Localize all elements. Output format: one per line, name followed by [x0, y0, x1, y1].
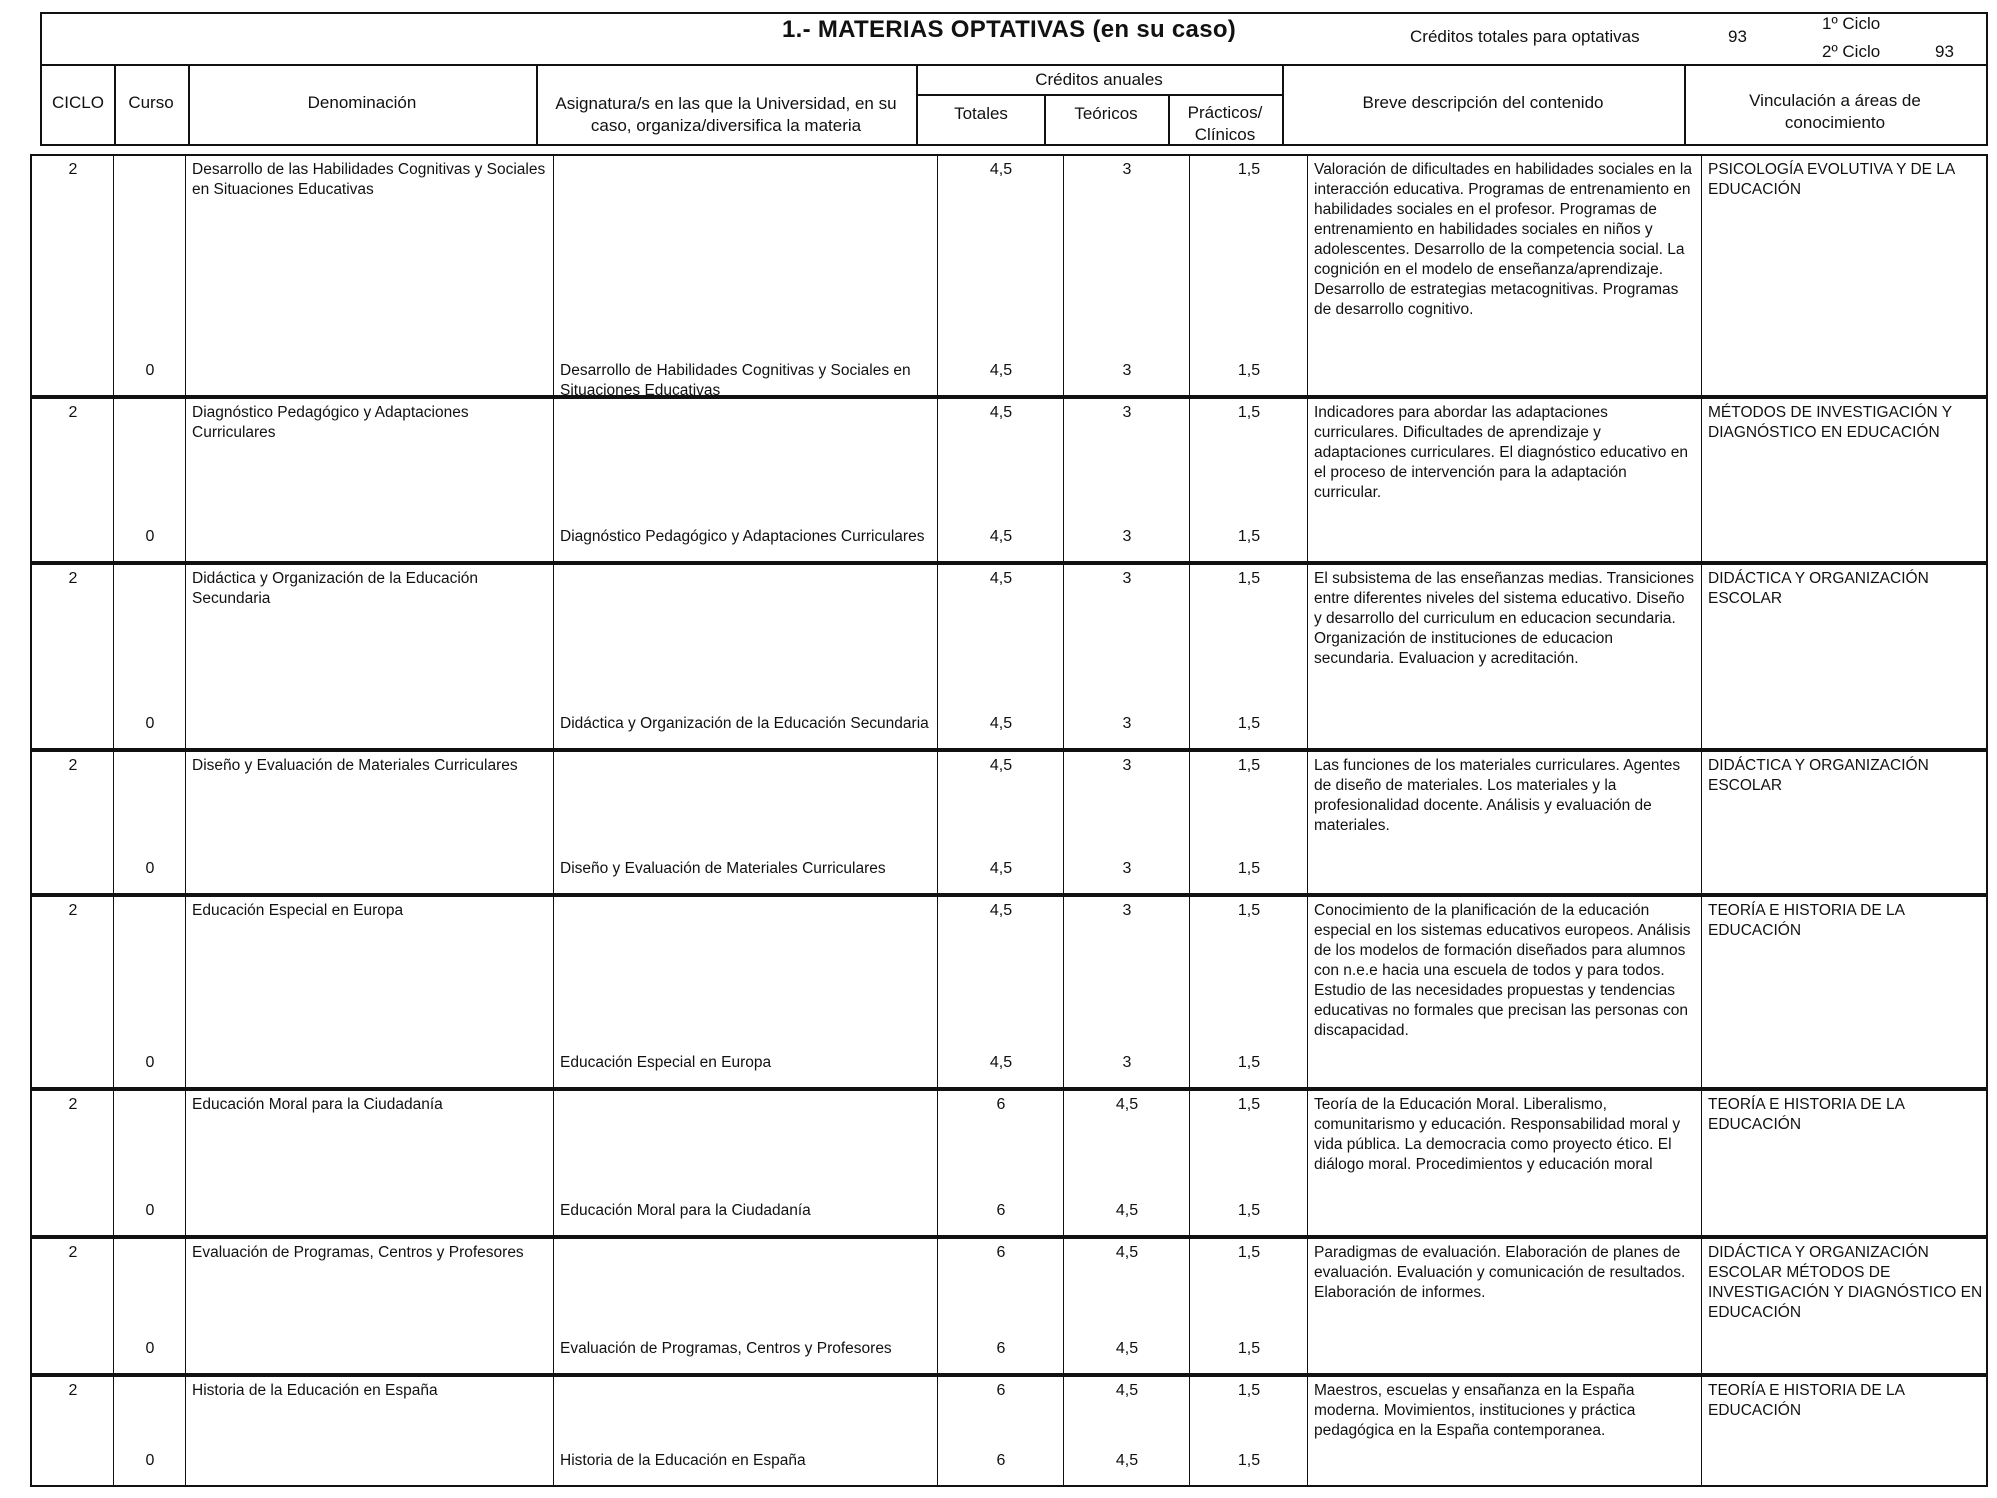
header-vinculacion-label: Vinculación a áreas de conocimiento — [1749, 91, 1921, 132]
column-divider — [938, 156, 1064, 395]
table-row — [30, 895, 1988, 1089]
ciclo-value: 2 — [68, 1382, 78, 1399]
descripcion-text: Teoría de la Educación Moral. Liberalismo, comunitarismo y educación. Responsabilidad moral y vida pública. La democracia como proyecto ético. El diálogo moral. Procedimientos y educación moral — [1314, 1096, 1681, 1173]
ciclo-value: 2 — [68, 902, 78, 919]
teoricos-value: 3 — [1122, 570, 1132, 587]
header-curso — [114, 66, 190, 146]
header-asignatura — [536, 66, 918, 146]
curso-value: 0 — [145, 715, 155, 732]
teoricos-sub-value: 3 — [1122, 1054, 1132, 1071]
practicos-sub-value: 1,5 — [1237, 362, 1261, 379]
asignatura-text: Educación Moral para la Ciudadanía — [560, 1202, 811, 1219]
totales-value: 4,5 — [989, 404, 1013, 421]
teoricos-sub-value: 4,5 — [1115, 1452, 1139, 1469]
teoricos-value: 3 — [1122, 404, 1132, 421]
column-divider — [1064, 156, 1190, 395]
header-descripcion-label: Breve descripción del contenido — [1362, 93, 1604, 112]
totales-sub-value: 4,5 — [989, 528, 1013, 545]
page-title: 1.- MATERIAS OPTATIVAS (en su caso) — [782, 16, 1237, 43]
denominacion-text: Desarrollo de las Habilidades Cognitivas y Sociales en Situaciones Educativas — [192, 161, 546, 198]
column-divider — [32, 565, 114, 748]
practicos-sub-value: 1,5 — [1237, 1340, 1261, 1357]
creditos-totales-value: 93 — [1728, 27, 1747, 46]
curso-value: 0 — [145, 1452, 155, 1469]
practicos-value: 1,5 — [1237, 570, 1261, 587]
ciclo2-value: 93 — [1935, 42, 1954, 61]
totales-value: 4,5 — [989, 570, 1013, 587]
descripcion-text: Indicadores para abordar las adaptaciones curriculares. Dificultades de aprendizaje y adaptaciones curriculares. El diagnóstico educativo en el proceso de intervención para la adaptación curricular. — [1314, 404, 1688, 501]
teoricos-value: 3 — [1122, 161, 1132, 178]
curso-value: 0 — [145, 362, 155, 379]
header-creditos-anuales-label: Créditos anuales — [1035, 70, 1163, 89]
asignatura-text: Educación Especial en Europa — [560, 1054, 772, 1071]
teoricos-value: 4,5 — [1115, 1244, 1139, 1261]
vinculacion-text: TEORÍA E HISTORIA DE LA EDUCACIÓN — [1708, 1096, 1905, 1133]
ciclo-value: 2 — [68, 1096, 78, 1113]
ciclo-value: 2 — [68, 161, 78, 178]
table-row — [30, 397, 1988, 563]
header-ciclo-label: CICLO — [52, 93, 104, 112]
vinculacion-text: TEORÍA E HISTORIA DE LA EDUCACIÓN — [1708, 902, 1905, 939]
teoricos-sub-value: 3 — [1122, 528, 1132, 545]
column-divider — [32, 399, 114, 561]
vinculacion-text: DIDÁCTICA Y ORGANIZACIÓN ESCOLAR — [1708, 570, 1929, 607]
header-teoricos-label: Teóricos — [1074, 104, 1138, 123]
denominacion-text: Educación Especial en Europa — [192, 902, 404, 919]
curso-value: 0 — [145, 1340, 155, 1357]
totales-value: 6 — [996, 1244, 1006, 1261]
header-vinculacion — [1684, 66, 1988, 146]
table-row — [30, 563, 1988, 750]
ciclo-value: 2 — [68, 757, 78, 774]
practicos-value: 1,5 — [1237, 161, 1261, 178]
header-asignatura-label: Asignatura/s en las que la Universidad, en su caso, organiza/diversifica la materia — [555, 94, 897, 135]
header-practicos-label: Prácticos/ Clínicos — [1187, 103, 1263, 144]
header-teoricos — [1044, 94, 1170, 146]
denominacion-text: Didáctica y Organización de la Educación Secundaria — [192, 570, 479, 607]
header-practicos — [1168, 94, 1284, 146]
creditos-totales-label: Créditos totales para optativas — [1410, 27, 1640, 46]
ciclo-value: 2 — [68, 1244, 78, 1261]
asignatura-text: Evaluación de Programas, Centros y Profesores — [560, 1340, 892, 1357]
vinculacion-text: DIDÁCTICA Y ORGANIZACIÓN ESCOLAR MÉTODOS DE INVESTIGACIÓN Y DIAGNÓSTICO EN EDUCACIÓN — [1708, 1244, 1983, 1321]
teoricos-value: 4,5 — [1115, 1096, 1139, 1113]
asignatura-text: Diagnóstico Pedagógico y Adaptaciones Curriculares — [560, 528, 925, 545]
practicos-sub-value: 1,5 — [1237, 528, 1261, 545]
descripcion-text: Maestros, escuelas y ensañanza en la España moderna. Movimientos, instituciones y práctica pedagógica en la España contemporanea. — [1314, 1382, 1636, 1439]
header-totales — [916, 94, 1046, 146]
practicos-value: 1,5 — [1237, 404, 1261, 421]
totales-value: 4,5 — [989, 902, 1013, 919]
vinculacion-text: MÉTODOS DE INVESTIGACIÓN Y DIAGNÓSTICO EN EDUCACIÓN — [1708, 404, 1952, 441]
teoricos-sub-value: 4,5 — [1115, 1340, 1139, 1357]
descripcion-text: El subsistema de las enseñanzas medias. Transiciones entre diferentes niveles del sistema educativo. Diseño y desarrollo del curriculum en educacion secundaria. Organización de instituciones de educacion secundaria. Evaluacion y acreditación. — [1314, 570, 1694, 667]
practicos-value: 1,5 — [1237, 1382, 1261, 1399]
ciclo-value: 2 — [68, 404, 78, 421]
column-divider — [186, 897, 554, 1087]
ciclo1-label: 1º Ciclo — [1822, 14, 1881, 33]
totales-sub-value: 4,5 — [989, 860, 1013, 877]
header-curso-label: Curso — [128, 93, 174, 112]
teoricos-sub-value: 3 — [1122, 715, 1132, 732]
practicos-value: 1,5 — [1237, 902, 1261, 919]
vinculacion-text: PSICOLOGÍA EVOLUTIVA Y DE LA EDUCACIÓN — [1708, 161, 1955, 198]
descripcion-text: Las funciones de los materiales curriculares. Agentes de diseño de materiales. Los materiales y la profesionalidad docente. Análisis y evaluación de materiales. — [1314, 757, 1681, 834]
header-totales-label: Totales — [954, 104, 1008, 123]
teoricos-sub-value: 3 — [1122, 362, 1132, 379]
practicos-sub-value: 1,5 — [1237, 1054, 1261, 1071]
header-descripcion — [1282, 66, 1686, 146]
column-divider — [32, 156, 114, 395]
asignatura-text: Didáctica y Organización de la Educación Secundaria — [560, 715, 929, 732]
practicos-sub-value: 1,5 — [1237, 1452, 1261, 1469]
practicos-value: 1,5 — [1237, 1244, 1261, 1261]
denominacion-text: Diagnóstico Pedagógico y Adaptaciones Curriculares — [192, 404, 469, 441]
table-row — [30, 1375, 1988, 1487]
header-denominacion-label: Denominación — [307, 93, 417, 112]
teoricos-value: 3 — [1122, 757, 1132, 774]
curso-value: 0 — [145, 1054, 155, 1071]
vinculacion-text: TEORÍA E HISTORIA DE LA EDUCACIÓN — [1708, 1382, 1905, 1419]
practicos-sub-value: 1,5 — [1237, 860, 1261, 877]
totales-sub-value: 4,5 — [989, 715, 1013, 732]
curso-value: 0 — [145, 1202, 155, 1219]
column-divider — [114, 156, 186, 395]
ciclo-value: 2 — [68, 570, 78, 587]
teoricos-sub-value: 3 — [1122, 860, 1132, 877]
asignatura-text: Historia de la Educación en España — [560, 1452, 806, 1469]
practicos-sub-value: 1,5 — [1237, 715, 1261, 732]
header-creditos-anuales — [916, 66, 1284, 96]
totales-value: 4,5 — [989, 757, 1013, 774]
ciclo2-label: 2º Ciclo — [1822, 42, 1881, 61]
column-divider — [1190, 156, 1308, 395]
curso-value: 0 — [145, 860, 155, 877]
header-ciclo — [40, 66, 116, 146]
teoricos-value: 4,5 — [1115, 1382, 1139, 1399]
descripcion-text: Paradigmas de evaluación. Elaboración de planes de evaluación. Evaluación y comunicación de resultados. Elaboración de informes. — [1314, 1244, 1686, 1301]
totales-sub-value: 6 — [996, 1452, 1006, 1469]
practicos-value: 1,5 — [1237, 1096, 1261, 1113]
table-row — [30, 154, 1988, 397]
table-row — [30, 1089, 1988, 1237]
denominacion-text: Evaluación de Programas, Centros y Profesores — [192, 1244, 524, 1261]
table-row — [30, 1237, 1988, 1375]
curso-value: 0 — [145, 528, 155, 545]
totales-sub-value: 4,5 — [989, 1054, 1013, 1071]
totales-sub-value: 4,5 — [989, 362, 1013, 379]
totales-sub-value: 6 — [996, 1202, 1006, 1219]
denominacion-text: Educación Moral para la Ciudadanía — [192, 1096, 443, 1113]
totales-value: 6 — [996, 1382, 1006, 1399]
teoricos-value: 3 — [1122, 902, 1132, 919]
asignatura-text: Diseño y Evaluación de Materiales Curriculares — [560, 860, 886, 877]
column-divider — [554, 156, 938, 395]
practicos-sub-value: 1,5 — [1237, 1202, 1261, 1219]
table-row — [30, 750, 1988, 895]
denominacion-text: Historia de la Educación en España — [192, 1382, 438, 1399]
vinculacion-text: DIDÁCTICA Y ORGANIZACIÓN ESCOLAR — [1708, 757, 1929, 794]
descripcion-text: Conocimiento de la planificación de la educación especial en los sistemas educativos europeos. Análisis de los modelos de formación diseñados para alumnos con n.e.e hacia una escuela de todos y para todos. Estudio de las necesidades propuestas y tendencias educativas no formales que precisan las personas con discapacidad. — [1314, 902, 1691, 1039]
totales-value: 4,5 — [989, 161, 1013, 178]
denominacion-text: Diseño y Evaluación de Materiales Curriculares — [192, 757, 518, 774]
asignatura-text: Desarrollo de Habilidades Cognitivas y Sociales en Situaciones Educativas — [560, 362, 911, 399]
column-divider — [32, 897, 114, 1087]
descripcion-text: Valoración de dificultades en habilidades sociales en la interacción educativa. Programas de entrenamiento en habilidades sociales en el profesor. Programas de entrenamiento en habilidades sociales en niños y adolescentes. Desarrollo de la competencia social. La cognición en el modelo de enseñanza/aprendizaje. Desarrollo de estrategias metacognitivas. Programas de desarrollo cognitivo. — [1314, 161, 1692, 318]
header-denominacion — [188, 66, 538, 146]
practicos-value: 1,5 — [1237, 757, 1261, 774]
totales-value: 6 — [996, 1096, 1006, 1113]
totales-sub-value: 6 — [996, 1340, 1006, 1357]
teoricos-sub-value: 4,5 — [1115, 1202, 1139, 1219]
